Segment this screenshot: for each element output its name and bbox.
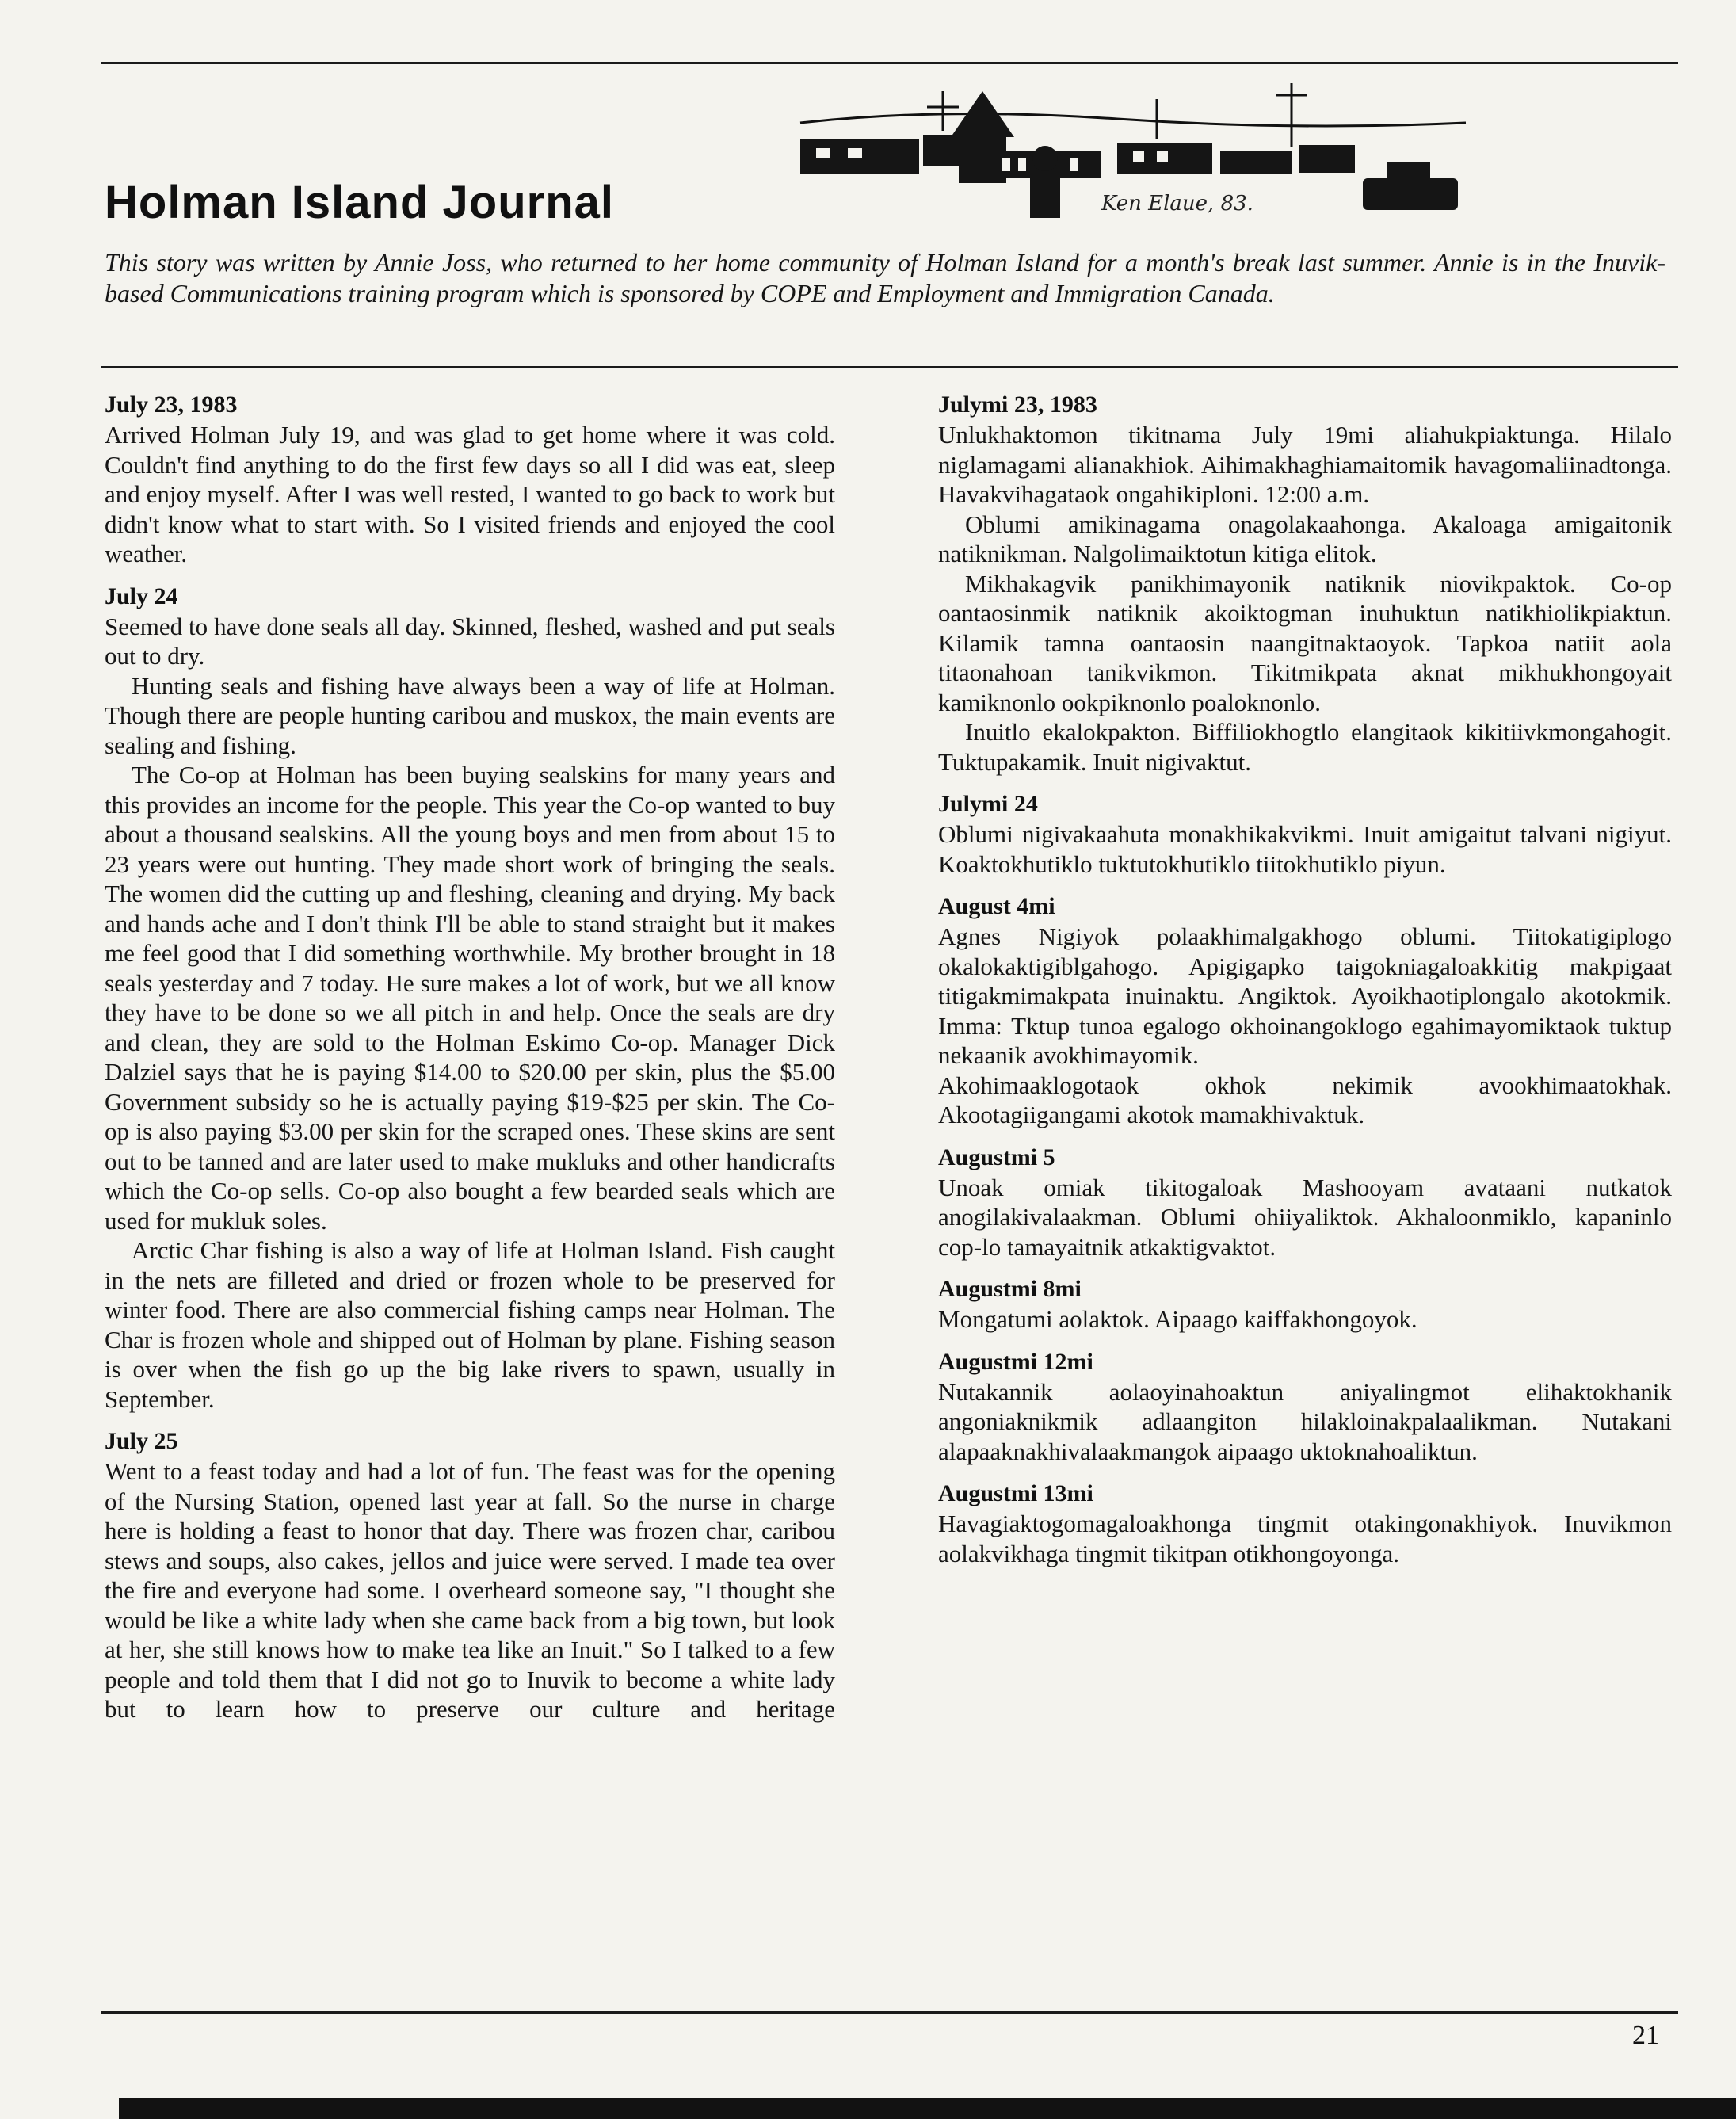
entry-paragraph: Unoak omiak tikitogaloak Mashooyam avataani nutkatok anogilakivalaakman. Oblumi ohiiyaliktok. Akhaloonmiklo, kapaninlo cop-lo tamayaitnik atkaktigvaktot.: [938, 1173, 1672, 1261]
journal-entry: [938, 1143, 1672, 1262]
entry-paragraph: Mikhakagvik panikhimayonik natiknik niovikpaktok. Co-op oantaosinmik natiknik akoiktogman inuhuktun natikhiolikpiaktun. Kilamik tamna oantaosin naangitnaktaoyok. Tapkoa natiit aola titaonahoan tanikvikmon. Tikitmikpata aknat mikhukhongoyait kamiknonlo ookpiknonlo poaloknonlo.: [938, 569, 1672, 716]
page-number: 21: [1632, 2021, 1659, 2050]
entry-paragraph: Arrived Holman July 19, and was glad to get home where it was cold. Couldn't find anything to do the first few days so all I did was eat, sleep and enjoy myself. After I was well rested, I wanted to go back to work but didn't know what to start with. So I visited friends and enjoyed the cool weather.: [105, 421, 835, 567]
journal-entry: [105, 390, 835, 569]
intro-paragraph: This story was written by Annie Joss, who returned to her home community of Holman Island for a month's break last summer. Annie is in the Inuvik-based Communications training program which is sponsored by COPE and Employment and Immigration Canada.: [105, 248, 1665, 307]
entry-date: August 4mi: [938, 893, 1055, 919]
top-rule: [101, 62, 1678, 64]
journal-entry: [938, 892, 1672, 1130]
entry-paragraph: Arctic Char fishing is also a way of life at Holman Island. Fish caught in the nets are filleted and dried or frozen whole to be preserved for winter food. There are also commercial fishing camps near Holman. The Char is frozen whole and shipped out of Holman by plane. Fishing season is over when the fish go up the big lake rivers to spawn, usually in September.: [105, 1236, 835, 1413]
entry-date: July 24: [105, 582, 178, 609]
journal-entry: [105, 582, 835, 1415]
inuvialuktun-column: [938, 390, 1672, 1581]
entry-paragraph: Inuitlo ekalokpakton. Biffiliokhogtlo elangitaok kikitiivkmongahogit. Tuktupakamik. Inuit nigivaktut.: [938, 718, 1672, 776]
journal-entry: [938, 1347, 1672, 1467]
journal-entry: [938, 1479, 1672, 1568]
entry-paragraph: The Co-op at Holman has been buying sealskins for many years and this provides an income for the people. This year the Co-op wanted to buy about a thousand sealskins. All the young boys and men from about 15 to 23 years were out hunting. They made short work of bringing the seals. The women did the cutting up and fleshing, cleaning and drying. My back and hands ache and I don't think I'll be able to stand straight but it makes me feel good that I did something worthwhile. My brother brought in 18 seals yesterday and 7 today. He sure makes a lot of work, but we all know they have to be done so we all pitch in and help. Once the seals are dry and clean, they are sold to the Holman Eskimo Co-op. Manager Dick Dalziel says that he is paying $14.00 to $20.00 per skin, plus the $5.00 Government subsidy so he is actually paying $19-$25 per skin. The Co-op is also paying $3.00 per skin for the scraped ones. These skins are sent out to be tanned and are later used to make mukluks and other handicrafts which the Co-op sells. Co-op also bought a few bearded seals which are used for mukluk soles.: [105, 761, 835, 1235]
entry-paragraph: Oblumi amikinagama onagolakaahonga. Akaloaga amigaitonik natiknikman. Nalgolimaiktotun kitiga elitok.: [938, 510, 1672, 567]
entry-date: Augustmi 13mi: [938, 1480, 1093, 1506]
entry-date: Augustmi 5: [938, 1143, 1055, 1170]
entry-paragraph: Went to a feast today and had a lot of fun. The feast was for the opening of the Nursing Station, opened last year at fall. So the nurse in charge here is holding a feast to honor that day. There was frozen char, caribou stews and soups, also cakes, jellos and juice were served. I made tea over the fire and everyone had some. I overheard someone say, "I thought she would be like a white lady when she came back from a big town, but look at her, she still knows how to make tea like an Inuit." So I talked to a few people and told them that I did not go to Inuvik to become a white lady but to learn how to preserve our culture and heritage: [105, 1457, 835, 1723]
bottom-rule: [101, 2011, 1678, 2014]
artist-signature: Ken Elaue, 83.: [1101, 192, 1253, 216]
section-rule: [101, 366, 1678, 368]
page-title: Holman Island Journal: [105, 177, 614, 228]
village-illustration: [784, 75, 1474, 234]
entry-paragraph: Unlukhaktomon tikitnama July 19mi aliahukpiaktunga. Hilalo niglamagami alianakhiok. Aihimakhaghiamaitomik havagomaliinadtonga. Havakvihagataok ongahikiploni. 12:00 a.m.: [938, 421, 1672, 508]
scan-edge-bar: [119, 2098, 1736, 2119]
entry-date: Julymi 24: [938, 791, 1038, 817]
entry-date: Julymi 23, 1983: [938, 391, 1097, 418]
entry-paragraph: Akohimaaklogotaok okhok nekimik avookhimaatokhak. Akootagiigangami akotok mamakhivaktuk.: [938, 1071, 1672, 1128]
english-column: [105, 390, 835, 1737]
journal-entry: [938, 789, 1672, 879]
journal-entry: [105, 1426, 835, 1724]
journal-entry: [938, 390, 1672, 777]
entry-date: July 23, 1983: [105, 391, 238, 418]
entry-date: Augustmi 12mi: [938, 1348, 1093, 1375]
entry-paragraph: Agnes Nigiyok polaakhimalgakhogo oblumi. Tiitokatigiplogo okalokaktigiblgahogo. Apigigapko taigokniagaloakkitig makpigaat titigakmimakpata inuinaktu. Angiktok. Ayoikhaotiplongalo akotokmik. Imma: Tktup tunoa egalogo okhoinangoklogo egahimayomiktaok tuktup nekaanik avokhimayomik.: [938, 922, 1672, 1069]
entry-paragraph: Oblumi nigivakaahuta monakhikakvikmi. Inuit amigaitut talvani nigiyut. Koaktokhutiklo tuktutokhutiklo tiitokhutiklo piyun.: [938, 820, 1672, 878]
entry-date: July 25: [105, 1428, 178, 1454]
journal-entry: [938, 1274, 1672, 1334]
entry-date: Augustmi 8mi: [938, 1276, 1082, 1302]
entry-paragraph: Mongatumi aolaktok. Aipaago kaiffakhongoyok.: [938, 1305, 1417, 1333]
entry-paragraph: Seemed to have done seals all day. Skinned, fleshed, washed and put seals out to dry.: [105, 612, 835, 670]
entry-paragraph: Nutakannik aolaoyinahoaktun aniyalingmot elihaktokhanik angoniaknikmik adlaangiton hilakloinakpalaalikman. Nutakani alapaaknakhivalaakmangok aipaago uktoknahoaliktun.: [938, 1377, 1672, 1465]
entry-paragraph: Havagiaktogomagaloakhonga tingmit otakingonakhiyok. Inuvikmon aolakvikhaga tingmit tikitpan otikhongoyonga.: [938, 1510, 1672, 1567]
entry-paragraph: Hunting seals and fishing have always been a way of life at Holman. Though there are people hunting caribou and muskox, the main events are sealing and fishing.: [105, 671, 835, 759]
